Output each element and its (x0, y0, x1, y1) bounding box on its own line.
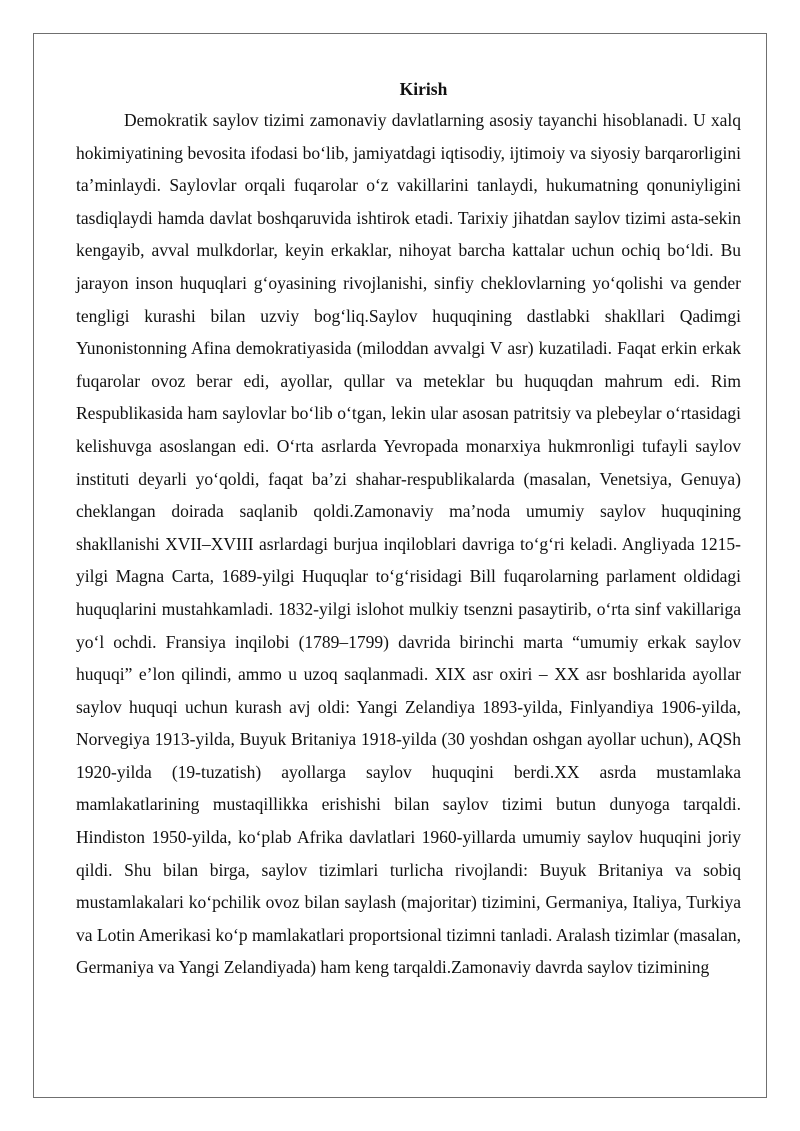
document-body (76, 74, 741, 984)
body-paragraph: Demokratik saylov tizimi zamonaviy davlatlarning asosiy tayanchi hisoblanadi. U xalq hokimiyatining bevosita ifodasi bo‘lib, jamiyatdagi iqtisodiy, ijtimoiy va siyosiy barqarorligini ta’minlaydi. Saylovlar orqali fuqarolar o‘z vakillarini tanlaydi, hukumatning qonuniyligini tasdiqlaydi hamda davlat boshqaruvida ishtirok etadi. Tarixiy jihatdan saylov tizimi asta-sekin kengayib, avval mulkdorlar, keyin erkaklar, nihoyat barcha kattalar uchun ochiq bo‘ldi. Bu jarayon inson huquqlari g‘oyasining rivojlanishi, sinfiy cheklovlarning yo‘qolishi va gender tengligi kurashi bilan uzviy bog‘liq.Saylov huquqining dastlabki shakllari Qadimgi Yunonistonning Afina demokratiyasida (miloddan avvalgi V asr) kuzatiladi. Faqat erkin erkak fuqarolar ovoz berar edi, ayollar, qullar va meteklar bu huquqdan mahrum edi. Rim Respublikasida ham saylovlar bo‘lib o‘tgan, lekin ular asosan patritsiy va plebeylar o‘rtasidagi kelishuvga asoslangan edi. O‘rta asrlarda Yevropada monarxiya hukmronligi tufayli saylov instituti deyarli yo‘qoldi, faqat ba’zi shahar-respublikalarda (masalan, Venetsiya, Genuya) cheklangan doirada saqlanib qoldi.Zamonaviy ma’noda umumiy saylov huquqining shakllanishi XVII–XVIII asrlardagi burjua inqiloblari davriga to‘g‘ri keladi. Angliyada 1215-yilgi Magna Carta, 1689-yilgi Huquqlar to‘g‘risidagi Bill fuqarolarning parlament oldidagi huquqlarini mustahkamladi. 1832-yilgi islohot mulkiy tsenzni pasaytirib, o‘rta sinf vakillariga yo‘l ochdi. Fransiya inqilobi (1789–1799) davrida birinchi marta “umumiy erkak saylov huquqi” e’lon qilindi, ammo u uzoq saqlanmadi. XIX asr oxiri – XX asr boshlarida ayollar saylov huquqi uchun kurash avj oldi: Yangi Zelandiya 1893-yilda, Finlyandiya 1906-yilda, Norvegiya 1913-yilda, Buyuk Britaniya 1918-yilda (30 yoshdan oshgan ayollar uchun), AQSh 1920-yilda (19-tuzatish) ayollarga saylov huquqini berdi.XX asrda mustamlaka mamlakatlarining mustaqillikka erishishi bilan saylov tizimi butun dunyoga tarqaldi. Hindiston 1950-yilda, ko‘plab Afrika davlatlari 1960-yillarda umumiy saylov huquqini joriy qildi. Shu bilan birga, saylov tizimlari turlicha rivojlandi: Buyuk Britaniya va sobiq mustamlakalari ko‘pchilik ovoz bilan saylash (majoritar) tizimini, Germaniya, Italiya, Turkiya va Lotin Amerikasi ko‘p mamlakatlari proportsional tizimni tanladi. Aralash tizimlar (masalan, Germaniya va Yangi Zelandiyada) ham keng tarqaldi.Zamonaviy davrda saylov tizimining (76, 110, 741, 978)
section-heading: Kirish (399, 79, 448, 99)
